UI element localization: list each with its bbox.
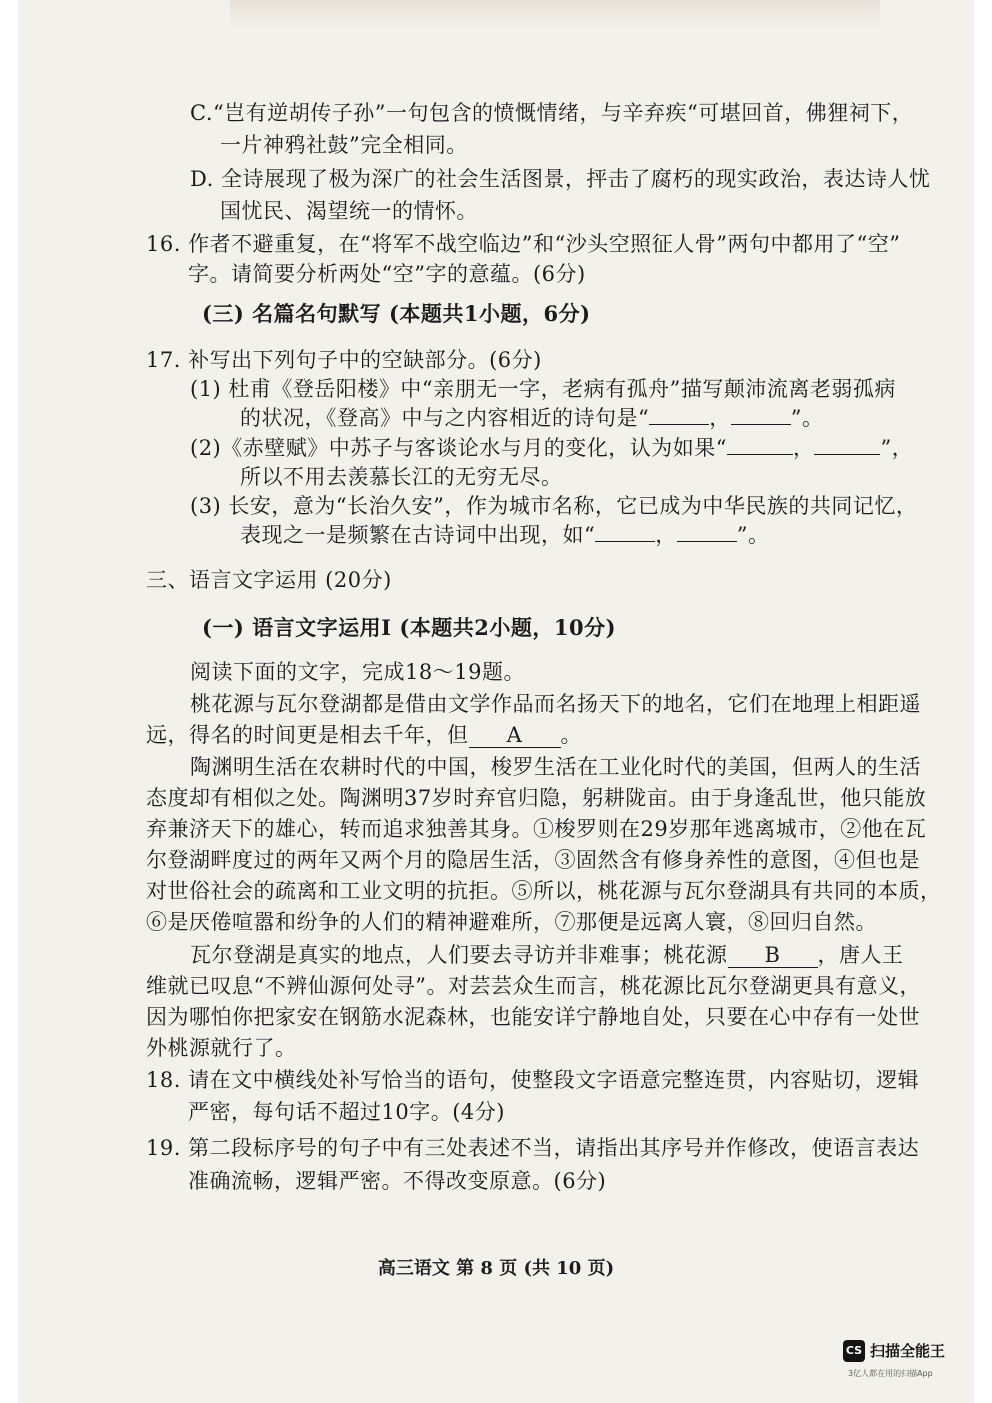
passage-p2-line2: 态度却有相似之处。陶渊明37岁时弃官归隐，躬耕陇亩。由于身逢乱世，他只能放 bbox=[146, 786, 927, 810]
q17-item3-line1: (3) 长安，意为“长治久安”，作为城市名称，它已成为中华民族的共同记忆， bbox=[190, 494, 918, 518]
comma: ， bbox=[792, 436, 815, 460]
q18-line1: 18. 请在文中横线处补写恰当的语句，使整段文字语意完整连贯，内容贴切，逻辑 bbox=[146, 1068, 920, 1092]
camscanner-name: 扫描全能王 bbox=[870, 1342, 946, 1360]
passage-p1-line1: 桃花源与瓦尔登湖都是借由文学作品而名扬天下的地名，它们在地理上相距遥 bbox=[190, 692, 921, 716]
period: 。 bbox=[560, 723, 582, 747]
subsection-heading-language-use-1: (一) 语言文字运用Ⅰ (本题共2小题，10分) bbox=[202, 615, 617, 640]
q19-line2: 准确流畅，逻辑严密。不得改变原意。(6分) bbox=[188, 1169, 607, 1193]
scan-shadow bbox=[230, 0, 880, 30]
passage-p1-line2 bbox=[146, 721, 582, 749]
close-quote: ”。 bbox=[736, 523, 770, 547]
section-heading-memorization: (三) 名篇名句默写 (本题共1小题，6分) bbox=[202, 301, 591, 326]
q16-line1: 16. 作者不避重复，在“将军不战空临边”和“沙头空照征人骨”两句中都用了“空” bbox=[146, 232, 901, 256]
answer-blank[interactable] bbox=[595, 521, 655, 542]
q17-item2-line1 bbox=[190, 434, 913, 462]
q17-head: 17. 补写出下列句子中的空缺部分。(6分) bbox=[146, 348, 542, 372]
q17-item2-line2: 所以不用去羡慕长江的无穷无尽。 bbox=[240, 465, 563, 489]
answer-blank[interactable] bbox=[731, 404, 791, 425]
blank-b[interactable]: B bbox=[728, 943, 818, 968]
blank-a[interactable]: A bbox=[469, 723, 561, 748]
comma: ， bbox=[709, 406, 731, 430]
close-quote: ”， bbox=[880, 436, 914, 460]
q15-option-c-line2: 一片神鸦社鼓”完全相同。 bbox=[220, 133, 468, 157]
passage-text: 瓦尔登湖是真实的地点，人们要去寻访并非难事；桃花源 bbox=[190, 943, 728, 967]
passage-text: ，唐人王 bbox=[817, 943, 904, 967]
passage-p2-line4: 尔登湖畔度过的两年又两个月的隐居生活，③固然含有修身养性的意图，④但也是 bbox=[146, 848, 920, 872]
q17-item2-text: (2)《赤壁赋》中苏子与客谈论水与月的变化，认为如果“ bbox=[190, 436, 727, 460]
passage-p3-line3: 因为哪怕你把家安在钢筋水泥森林，也能安详宁静地自处，只要在心中存有一处世 bbox=[146, 1005, 920, 1029]
passage-p3-line4: 外桃源就行了。 bbox=[146, 1036, 297, 1060]
answer-blank[interactable] bbox=[727, 434, 793, 455]
answer-blank[interactable] bbox=[814, 434, 880, 455]
q17-item3-text: 表现之一是频繁在古诗词中出现，如“ bbox=[240, 523, 596, 547]
passage-p2-line3: 弃兼济天下的雄心，转而追求独善其身。①梭罗则在29岁那年逃离城市，②他在瓦 bbox=[146, 817, 927, 841]
passage-text: 远，得名的时间更是相去千年，但 bbox=[146, 723, 469, 747]
answer-blank[interactable] bbox=[677, 521, 737, 542]
q17-item1-line2 bbox=[240, 404, 823, 432]
q15-option-c-line1: C.“岂有逆胡传子孙”一句包含的愤慨情绪，与辛弃疾“可堪回首，佛狸祠下， bbox=[190, 101, 914, 125]
passage-p2-line6: ⑥是厌倦喧嚣和纷争的人们的精神避难所，⑦那便是远离人寰，⑧回归自然。 bbox=[146, 910, 877, 934]
close-quote: ”。 bbox=[790, 406, 824, 430]
q16-line2: 字。请简要分析两处“空”字的意蕴。(6分) bbox=[188, 262, 586, 286]
camscanner-tagline: 3亿人都在用的扫描App bbox=[848, 1369, 933, 1378]
passage-p3-line1 bbox=[190, 941, 904, 969]
q18-line2: 严密，每句话不超过10字。(4分) bbox=[188, 1100, 505, 1124]
q15-option-d-line1: D. 全诗展现了极为深广的社会生活图景，抨击了腐朽的现实政治，表达诗人忧 bbox=[190, 167, 931, 191]
page-footer: 高三语文 第 8 页 (共 10 页) bbox=[377, 1258, 615, 1279]
q17-item1-line1: (1) 杜甫《登岳阳楼》中“亲朋无一字，老病有孤舟”描写颠沛流离老弱孤病 bbox=[190, 377, 896, 401]
part-heading-language-use: 三、语言文字运用 (20分) bbox=[146, 568, 392, 592]
q17-item3-line2 bbox=[240, 521, 769, 549]
reading-intro: 阅读下面的文字，完成18～19题。 bbox=[190, 660, 525, 684]
camscanner-logo: CS bbox=[843, 1340, 865, 1362]
q17-item1-text: 的状况，《登高》中与之内容相近的诗句是“ bbox=[240, 406, 650, 430]
passage-p3-line2: 维就已叹息“不辨仙源何处寻”。对芸芸众生而言，桃花源比瓦尔登湖更具有意义， bbox=[146, 974, 921, 998]
comma: ， bbox=[655, 523, 677, 547]
passage-p2-line5: 对世俗社会的疏离和工业文明的抗拒。⑤所以，桃花源与瓦尔登湖具有共同的本质， bbox=[146, 879, 942, 903]
q15-option-d-line2: 国忧民、渴望统一的情怀。 bbox=[220, 199, 478, 223]
q19-line1: 19. 第二段标序号的句子中有三处表述不当，请指出其序号并作修改，使语言表达 bbox=[146, 1136, 920, 1160]
answer-blank[interactable] bbox=[649, 404, 709, 425]
passage-p2-line1: 陶渊明生活在农耕时代的中国，梭罗生活在工业化时代的美国，但两人的生活 bbox=[190, 755, 921, 779]
